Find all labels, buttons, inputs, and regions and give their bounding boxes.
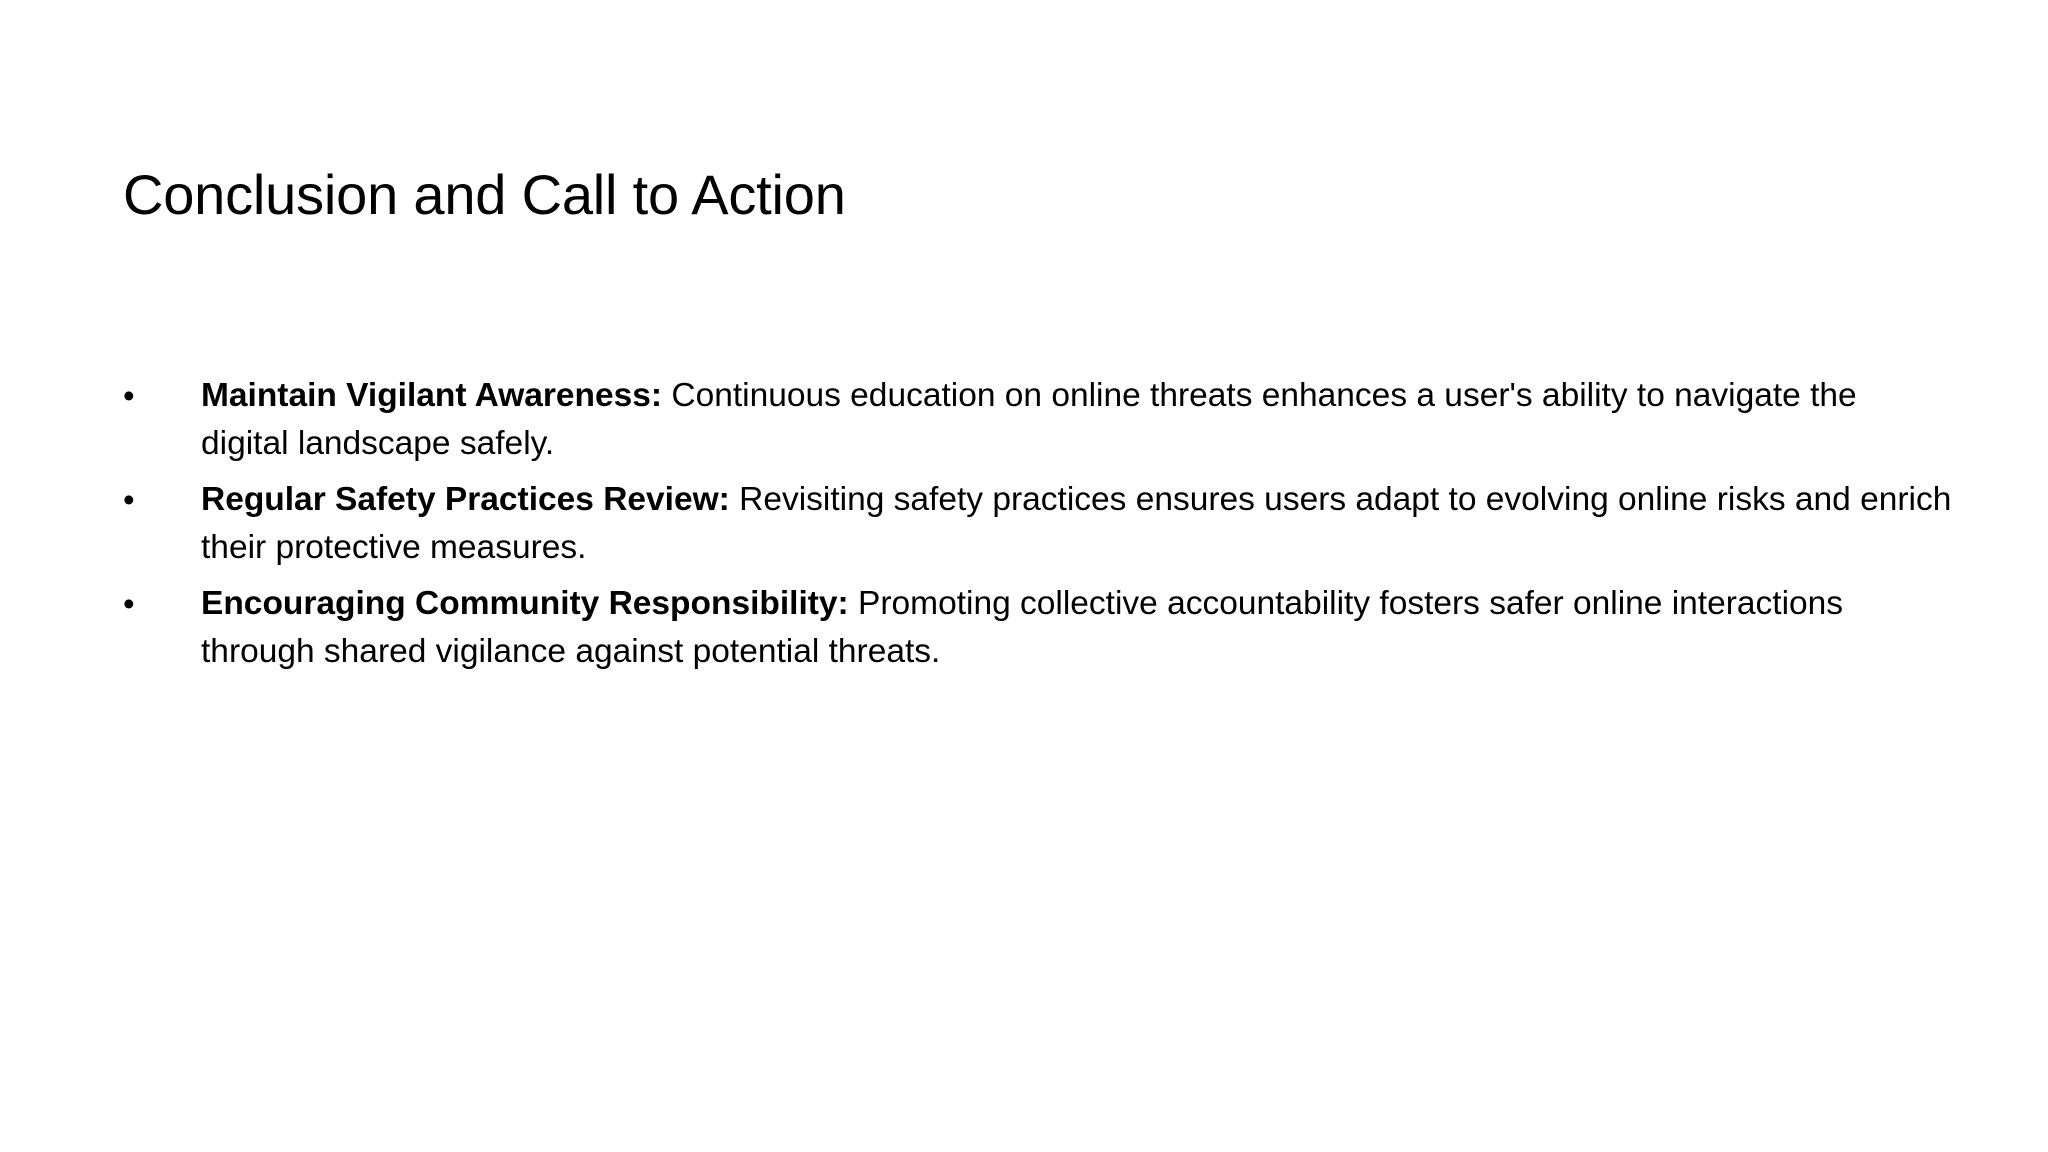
- bullet-heading: Maintain Vigilant Awareness:: [201, 377, 663, 414]
- bullet-marker: •: [123, 585, 135, 622]
- bullet-item-vigilant-awareness: [123, 372, 1953, 468]
- bullet-body: Revisiting safety practices ensures users adapt to evolving online risks and enrich their protective measures.: [201, 481, 1952, 566]
- bullet-text: [201, 580, 1953, 676]
- bullet-text: [201, 372, 1953, 468]
- bullet-text: [201, 476, 1953, 572]
- bullet-marker: •: [123, 481, 135, 518]
- slide-title: Conclusion and Call to Action: [123, 163, 846, 226]
- bullet-heading: Regular Safety Practices Review:: [201, 481, 730, 518]
- bullet-list: [123, 372, 1953, 684]
- bullet-item-safety-review: [123, 476, 1953, 572]
- bullet-marker: •: [123, 377, 135, 414]
- bullet-body: Promoting collective accountability fosters safer online interactions through shared vigilance against potential threats.: [201, 585, 1844, 670]
- bullet-body: Continuous education on online threats enhances a user's ability to navigate the digital landscape safely.: [201, 377, 1857, 462]
- bullet-item-community-responsibility: [123, 580, 1953, 676]
- bullet-heading: Encouraging Community Responsibility:: [201, 585, 849, 622]
